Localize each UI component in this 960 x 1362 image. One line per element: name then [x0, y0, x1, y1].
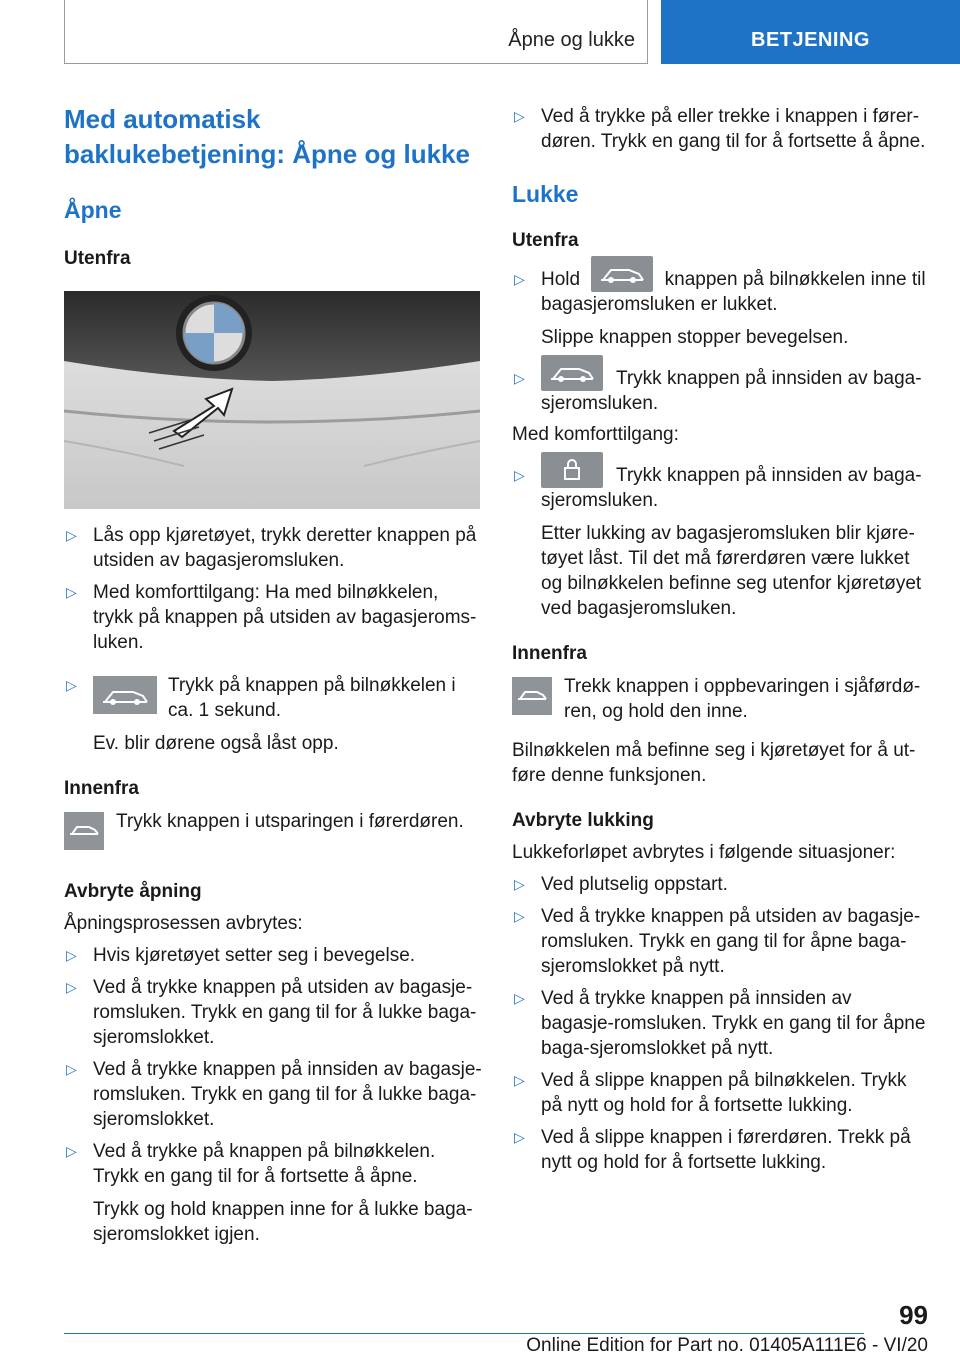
triangle-right-icon: ▷	[514, 467, 525, 483]
triangle-right-icon: ▷	[66, 1061, 77, 1077]
list-item-key-press: ▷ Trykk på knappen på bilnøkkelen i ca. 1 sekund. Ev. blir dørene også låst opp.	[64, 673, 482, 756]
list-item: ▷ Hvis kjøretøyet setter seg i bevegelse.	[66, 945, 416, 966]
inside-instruction: Trykk knappen i utsparingen i førerdøren.	[64, 809, 482, 853]
left-column	[64, 100, 482, 1247]
header-tab	[661, 0, 960, 64]
list-item: ▷ Ved å trykke knappen på innsiden av bagasje-romsluken. Trykk en gang til for åpne baga-sjeromslokket på nytt.	[514, 988, 926, 1059]
comfort-label: Med komforttilgang:	[512, 424, 679, 445]
close-inside-instruction: Trekk knappen i oppbevaringen i sjåførdø-ren, og hold den inne.	[512, 674, 928, 724]
cancel-close-heading: Avbryte lukking	[512, 810, 654, 831]
triangle-right-icon: ▷	[514, 908, 525, 924]
page-title-line2: baklukebetjening: Åpne og lukke	[64, 139, 470, 169]
triangle-right-icon: ▷	[514, 1072, 525, 1088]
list-item: ▷ Ved å trykke knappen på utsiden av bagasje-romsluken. Trykk en gang til for åpne baga-sjeromslokket på nytt.	[514, 906, 921, 977]
triangle-right-icon: ▷	[66, 584, 77, 600]
header-box	[64, 0, 648, 64]
inside-heading: Innenfra	[64, 778, 139, 799]
list-item-lock: ▷ Trykk knappen på innsiden av baga-sjeromsluken. Etter lukking av bagasjeromsluken blir kjøre-tøyet låst. Til det må førerdøren være lukket og bilnøkkelen befinne seg utenfor kjøretøyet ved bagasjeromsluken.	[512, 463, 928, 621]
car-trunk-icon	[591, 256, 653, 292]
triangle-right-icon: ▷	[66, 527, 77, 543]
list-item: ▷ Ved å trykke knappen på innsiden av bagasje-romsluken. Trykk en gang til for å lukke baga-sjeromslokket.	[66, 1059, 482, 1130]
triangle-right-icon: ▷	[66, 979, 77, 995]
open-heading: Åpne	[64, 197, 122, 223]
car-trunk-icon	[512, 677, 552, 715]
triangle-right-icon: ▷	[514, 876, 525, 892]
outside-heading: Utenfra	[64, 248, 131, 269]
page-number: 99	[899, 1300, 928, 1330]
triangle-right-icon: ▷	[66, 1143, 77, 1159]
trunk-photo	[64, 291, 480, 509]
close-inside-heading: Innenfra	[512, 643, 587, 664]
triangle-right-icon: ▷	[514, 1129, 525, 1145]
triangle-right-icon: ▷	[514, 990, 525, 1006]
list-item: ▷ Lås opp kjøretøyet, trykk deretter knappen på utsiden av bagasjeromsluken.	[66, 525, 477, 571]
key-inside-note: Bilnøkkelen må befinne seg i kjøretøyet for å ut-føre denne funksjonen.	[512, 740, 916, 786]
triangle-right-icon: ▷	[66, 947, 77, 963]
list-item: ▷ Ved å trykke på eller trekke i knappen i fører-døren. Trykk en gang til for å fortsette å åpne.	[514, 106, 926, 152]
triangle-right-icon: ▷	[514, 271, 525, 287]
cancel-open-intro: Åpningsprosessen avbrytes:	[64, 913, 303, 934]
list-item-inside-button: ▷ Trykk knappen på innsiden av baga-sjeromsluken.	[512, 366, 928, 416]
lock-note: Etter lukking av bagasjeromsluken blir kjøre-tøyet låst. Til det må førerdøren være lukket og bilnøkkelen befinne seg utenfor kjøretøyet ved bagasjeromsluken.	[541, 523, 922, 619]
footer-edition: Online Edition for Part no. 01405A111E6 - VI/20	[526, 1335, 928, 1356]
list-item-hold: ▷ Hold knappen på bilnøkkelen inne til bagasjeromsluken er lukket. Slippe knappen stopper bevegelsen.	[512, 267, 928, 350]
close-heading: Lukke	[512, 181, 579, 207]
lock-icon	[541, 452, 603, 488]
header-section-title: Åpne og lukke	[508, 29, 635, 51]
header-tab-label: BETJENING	[751, 29, 870, 51]
close-outside-heading: Utenfra	[512, 230, 579, 251]
car-trunk-icon	[64, 812, 104, 850]
right-column	[512, 100, 928, 1175]
list-item: ▷ Ved å slippe knappen på bilnøkkelen. Trykk på nytt og hold for å fortsette lukking.	[514, 1070, 907, 1116]
page-title-line1: Med automatisk	[64, 104, 261, 134]
list-item: ▷ Ved å trykke på knappen på bilnøkkelen. Trykk en gang til for å fortsette å åpne.	[66, 1141, 436, 1187]
triangle-right-icon: ▷	[66, 677, 77, 693]
car-trunk-icon	[93, 676, 157, 714]
key-press-note: Ev. blir dørene også låst opp.	[93, 733, 339, 754]
triangle-right-icon: ▷	[514, 370, 525, 386]
cancel-open-note: Trykk og hold knappen inne for å lukke baga-sjeromslokket igjen.	[93, 1199, 473, 1245]
car-trunk-icon	[541, 355, 603, 391]
triangle-right-icon: ▷	[514, 108, 525, 124]
list-item: ▷ Ved å slippe knappen i førerdøren. Trekk på nytt og hold for å fortsette lukking.	[514, 1127, 911, 1173]
list-item: ▷ Ved plutselig oppstart.	[514, 874, 728, 895]
release-note: Slippe knappen stopper bevegelsen.	[541, 327, 849, 348]
cancel-close-intro: Lukkeforløpet avbrytes i følgende situasjoner:	[512, 842, 896, 863]
list-item: ▷ Med komforttilgang: Ha med bilnøkkelen, trykk på knappen på utsiden av bagasjeroms-luken.	[66, 582, 477, 653]
cancel-open-heading: Avbryte åpning	[64, 881, 202, 902]
list-item: ▷ Ved å trykke knappen på utsiden av bagasje-romsluken. Trykk en gang til for å lukke baga-sjeromslokket.	[66, 977, 477, 1048]
